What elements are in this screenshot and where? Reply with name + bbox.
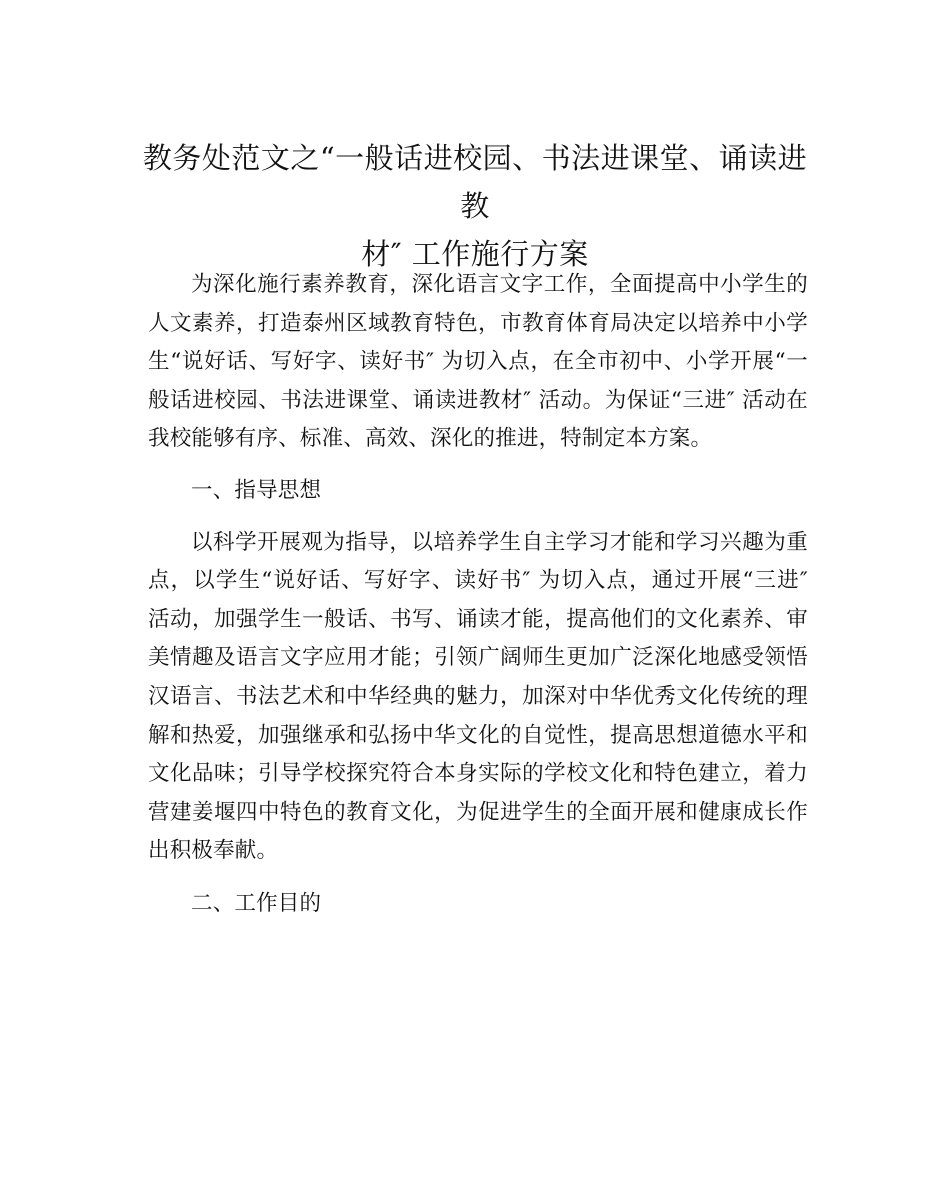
- intro-paragraph: 为深化施行素养教育，深化语言文字工作，全面提高中小学生的人文素养，打造泰州区域教育特色，市教育体育局决定以培养中小学生“说好话、写好字、读好书″ 为切入点，在全市初中、小学开展“一般话进校园、书法进课堂、诵读进教材″ 活动。为保证“三进″ 活动在我校能够有序、标准、高效、深化的推进，特制定本方案。: [148, 272, 808, 452]
- document-title: [130, 134, 820, 278]
- title-line-2: 材″ 工作施行方案: [361, 237, 589, 271]
- section-1-paragraph: 以科学开展观为指导，以培养学生自主学习才能和学习兴趣为重点，以学生“说好话、写好字、读好书″ 为切入点，通过开展“三进″ 活动，加强学生一般话、书写、诵读才能，提高他们的文化素养、审美情趣及语言文字应用才能；引领广阔师生更加广泛深化地感受领悟汉语言、书法艺术和中华经典的魅力，加深对中华优秀文化传统的理解和热爱，加强继承和弘扬中华文化的自觉性，提高思想道德水平和文化品味；引导学校探究符合本身实际的学校文化和特色建立，着力营建姜堰四中特色的教育文化，为促进学生的全面开展和健康成长作出积极奉献。: [148, 529, 808, 864]
- section-1-heading: 一、指导思想: [191, 477, 322, 503]
- title-line-1: 教务处范文之“一般话进校园、书法进课堂、诵读进教: [142, 141, 808, 223]
- document-body: [148, 266, 808, 924]
- section-2-heading: 二、工作目的: [191, 890, 322, 916]
